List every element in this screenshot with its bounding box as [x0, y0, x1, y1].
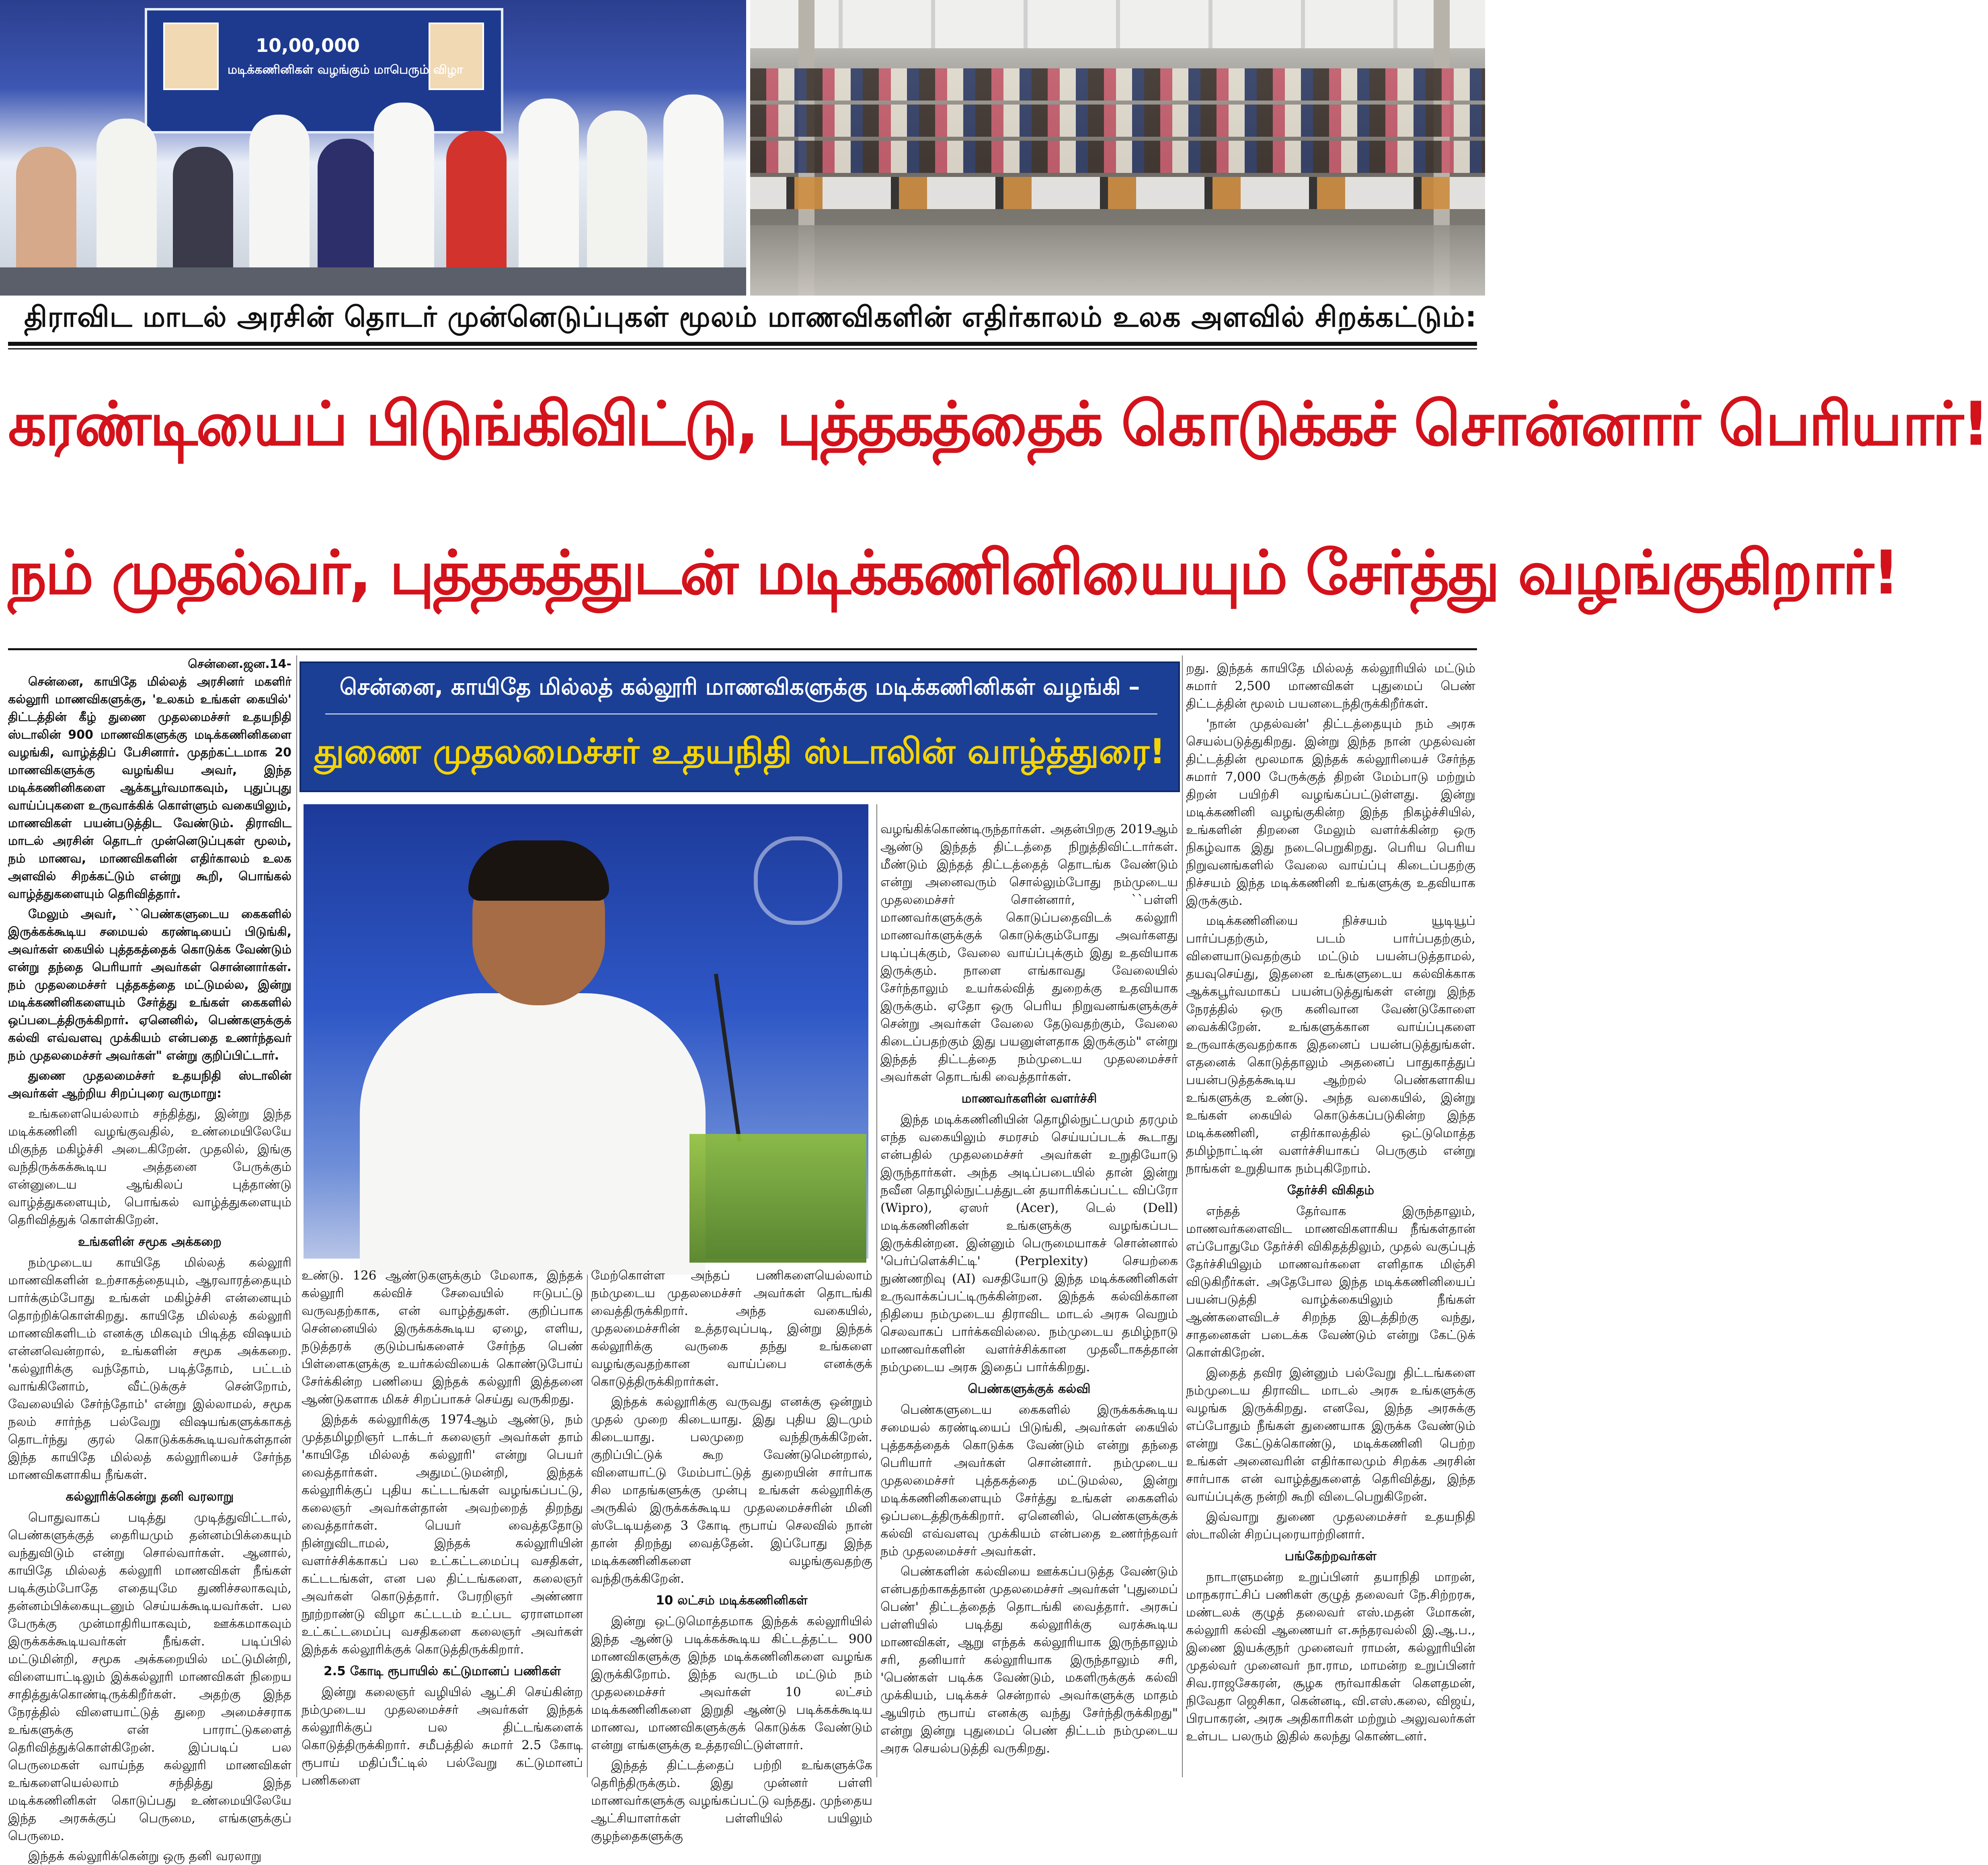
- front-row: [750, 177, 1485, 209]
- column-divider: [876, 804, 877, 1777]
- article-column-4: [880, 820, 1178, 1777]
- article-column-3: [591, 1267, 873, 1843]
- event-photo-audience: [750, 0, 1485, 296]
- article-paragraph: எந்தத் தேர்வாக இருந்தாலும், மாணவர்களைவிட மாணவிகளாகிய நீங்கள்தான் எப்போதுமே தேர்ச்சி விகிதத்திலும், முதல் வகுப்புத் தேர்ச்சியிலும் மாணவர்களை எளிதாக மிஞ்சி விடுகிறீர்கள். அதேபோல இந்த மடிக்கணினியைப் பயன்படுத்தி வாழ்க்கையிலும் நீங்கள் ஆண்களைவிடச் சிறந்த இடத்திற்கு வந்து, சாதனைகள் படைக்க வேண்டும் என்று கேட்டுக் கொள்கிறேன்.: [1186, 1204, 1475, 1360]
- crowd-row: [750, 105, 1485, 137]
- divider: [8, 348, 1477, 349]
- column-divider: [1182, 655, 1183, 1777]
- crowd-row: [750, 141, 1485, 173]
- section-subheading: 10 லட்சம் மடிக்கணினிகள்: [656, 1593, 808, 1608]
- article-paragraph: பெண்களின் கல்வியை ஊக்கப்படுத்த வேண்டும் என்பதற்காகத்தான் முதலமைச்சர் அவர்கள் 'புதுமைப் பெண்' திட்டத்தைத் தொடங்கி வைத்தார். அரசுப் பள்ளியில் படித்து கல்லூரிக்கு வரக்கூடிய மாணவிகள், ஆறு எந்தக் கல்லூரியாக இருந்தாலும் சரி, தனியார் கல்லூரியாக இருந்தாலும் சரி, 'பெண்கள் படிக்க வேண்டும், மகளிருக்குக் கல்வி முக்கியம், படிக்கச் சென்றால் அவர்களுக்கு மாதம் ஆயிரம் ரூபாய் எனக்கு வந்து சேர்ந்திருக்கிறது" என்று இன்று புதுமைப் பெண் திட்டம் நம்முடைய அரசு செயல்படுத்தி வருகிறது.: [880, 1564, 1178, 1756]
- article-paragraph: றது. இந்தக் காயிதே மில்லத் கல்லூரியில் மட்டும் சுமார் 2,500 மாணவிகள் புதுமைப் பெண் திட்டத்தின் மூலம் பயனடைந்திருக்கிறீர்கள்.: [1186, 661, 1475, 711]
- article-paragraph: மடிக்கணினியை நிச்சயம் யூடியூப் பார்ப்பதற்கும், படம் பார்ப்பதற்கும், விளையாடுவதற்கும் மட்டும் பயன்படுத்தாமல், தயவுசெய்து, இதனை உங்களுடைய கல்விக்காக ஆக்கபூர்வமாகப் பயன்படுத்துங்கள் என்று இந்த நேரத்தில் ஒரு கனிவான வேண்டுகோளை வைக்கிறேன். உங்களுக்கான வாய்ப்புகளை உருவாக்குவதற்காக இதனைப் பயன்படுத்துங்கள். எதனைக் கொடுத்தாலும் அதனைப் பாதுகாத்துப் பயன்படுத்தக்கூடிய ஆற்றல் பெண்களாகிய உங்களுக்கு உண்டு. அந்த வகையில், இன்று உங்கள் கையில் கொடுக்கப்படுகின்ற இந்த மடிக்கணினி, எதிர்காலத்தில் ஒட்டுமொத்த தமிழ்நாட்டின் வளர்ச்சியாகப் பெருகும் என்று நாங்கள் உறுதியாக நம்புகிறோம்.: [1186, 914, 1475, 1176]
- floor: [750, 225, 1485, 296]
- article-paragraph: மேலும் அவர், ``பெண்களுடைய கைகளில் இருக்கக்கூடிய சமையல் கரண்டியைப் பிடுங்கி, அவர்கள் கையில் புத்தகத்தைக் கொடுக்க வேண்டும் என்று தந்தை பெரியார் அவர்கள் சொன்னார்கள். நம் முதலமைச்சர் புத்தகத்தை மட்டுமல்ல, இன்று மடிக்கணினிகளையும் சேர்த்து உங்கள் கைகளில் ஒப்படைத்திருக்கிறார். ஏனெனில், பெண்களுக்குக் கல்வி எவ்வளவு முக்கியம் என்பதை உணர்ந்தவர் நம் முதலமைச்சர் அவர்கள்" என்று குறிப்பிட்டார்.: [8, 907, 291, 1063]
- podium: [689, 1134, 866, 1263]
- banner-caption: மடிக்கணினிகள் வழங்கும் மாபெரும் விழா: [228, 63, 463, 77]
- section-subheading: 2.5 கோடி ரூபாயில் கட்டுமானப் பணிகள்: [323, 1664, 561, 1678]
- banner-number: 10,00,000: [256, 35, 360, 56]
- article-paragraph: 'நான் முதல்வன்' திட்டத்தையும் நம் அரசு செயல்படுத்துகிறது. இன்று இந்த நான் முதல்வன் திட்டத்தின் மூலமாக இந்தக் கல்லூரியைச் சேர்ந்த சுமார் 7,000 பேருக்குத் திறன் மேம்பாடு மற்றும் திறன் பயிற்சி வழங்கப்பட்டுள்ளது. இன்று மடிக்கணினி வழங்குகின்ற இந்த நிகழ்ச்சியில், உங்களின் திறனை மேலும் வளர்க்கின்ற ஒரு நிகழ்வாக இது நடைபெறுகிறது. பெரிய பெரிய நிறுவனங்களில் வேலை வாய்ப்பு கிடைப்பதற்கு நிச்சயம் இந்த மடிக்கணினி உங்களுக்கு உதவியாக இருக்கும்.: [1186, 717, 1475, 908]
- event-photo-stage: [0, 0, 746, 296]
- portrait-image: [429, 23, 484, 90]
- main-headline-line-2: நம் முதல்வர், புத்தகத்துடன் மடிக்கணினியையும் சேர்த்து வழங்குகிறார்!: [8, 538, 1898, 608]
- article-paragraph: உங்களையெல்லாம் சந்தித்து, இன்று இந்த மடிக்கணினி வழங்குவதில், உண்மையிலேயே மிகுந்த மகிழ்ச்சி அடைகிறேன். முதலில், இங்கு வந்திருக்கக்கூடிய அத்தனை பேருக்கும் என்னுடைய ஆங்கிலப் புத்தாண்டு வாழ்த்துகளையும், பொங்கல் வாழ்த்துகளையும் தெரிவித்துக் கொள்கிறேன்.: [8, 1107, 291, 1227]
- speaker-shirt: [360, 993, 706, 1275]
- section-subheading: பெண்களுக்குக் கல்வி: [968, 1382, 1091, 1396]
- article-paragraph: பெண்களுடைய கைகளில் இருக்கக்கூடிய சமையல் கரண்டியைப் பிடுங்கி, அவர்கள் கையில் புத்தகத்தைக் கொடுக்க வேண்டும் என்று தந்தை பெரியார் அவர்கள் சொன்னார். நம்முடைய முதலமைச்சர் புத்தகத்தை மட்டுமல்ல, இன்று மடிக்கணினிகளையும் சேர்த்து உங்கள் கைகளில் ஒப்படைத்திருக்கிறார். ஏனெனில், பெண்களுக்குக் கல்வி எவ்வளவு முக்கியம் என்பதை உணர்ந்தவர் நம் முதலமைச்சர் அவர்கள்.: [880, 1403, 1178, 1559]
- column-divider: [296, 655, 297, 1777]
- subheadline-box: [300, 661, 1180, 792]
- article-paragraph: நம்முடைய காயிதே மில்லத் கல்லூரி மாணவிகளின் உற்சாகத்தையும், ஆரவாரத்தையும் பார்க்கும்போது உங்கள் மகிழ்ச்சி என்னையும் தொற்றிக்கொள்கிறது. காயிதே மில்லத் கல்லூரி மாணவிகளிடம் எனக்கு மிகவும் பிடித்த விஷயம் என்னவென்றால், உங்களின் சமூக அக்கறை. 'கல்லூரிக்கு வந்தோம், படித்தோம், பட்டம் வாங்கினோம், வீட்டுக்குச் சென்றோம், வேலையில் சேர்ந்தோம்' என்று இல்லாமல், சமூக நலம் சார்ந்த பல்வேறு விஷயங்களுக்காகத் தொடர்ந்து குரல் கொடுக்கக்கூடியவர்கள்தான் இந்த காயிதே மில்லத் கல்லூரியைச் சேர்ந்த மாணவிகளாகிய நீங்கள்.: [8, 1255, 291, 1482]
- article-paragraph: இந்தக் கல்லூரிக்கென்று ஒரு தனி வரலாறு: [28, 1849, 262, 1863]
- tent-roof: [750, 0, 1485, 48]
- article-paragraph: வழங்கிக்கொண்டிருந்தார்கள். அதன்பிறகு 2019ஆம் ஆண்டு இந்தத் திட்டத்தை நிறுத்திவிட்டார்கள். மீண்டும் இந்தத் திட்டத்தைத் தொடங்க வேண்டும் என்று அனைவரும் சொல்லும்போது நம்முடைய முதலமைச்சர் சொன்னார், ``பள்ளி மாணவர்களுக்குக் கொடுப்பதைவிடக் கல்லூரி மாணவர்களுக்குக் கொடுக்கும்போது அவர்களது படிப்புக்கும், வேலை வாய்ப்புக்கும் இது உதவியாக இருக்கும். நாளை எங்காவது வேலையில் சேர்ந்தாலும் உயர்கல்வித் துறைக்கு உதவியாக இருக்கும். ஏதோ ஒரு பெரிய நிறுவனங்களுக்குச் சென்று அவர்கள் வேலை தேடுவதற்கும், வேலை கிடைப்பதற்கும் இது பயனுள்ளதாக இருக்கும்" என்று இந்தத் திட்டத்தை நம்முடைய முதலமைச்சர் அவர்கள் தொடங்கி வைத்தார்கள்.: [880, 822, 1178, 1084]
- divider: [8, 648, 1477, 650]
- person-figure: [663, 94, 724, 279]
- article-column-5: [1186, 659, 1475, 1781]
- article-paragraph: இவ்வாறு துணை முதலமைச்சர் உதயநிதி ஸ்டாலின் சிறப்புரையாற்றினார்.: [1186, 1510, 1475, 1542]
- divider: [8, 342, 1477, 346]
- article-paragraph: துணை முதலமைச்சர் உதயநிதி ஸ்டாலின் அவர்கள் ஆற்றிய சிறப்புரை வருமாறு:: [8, 1069, 291, 1101]
- speaker-hair: [468, 840, 609, 901]
- column-divider: [587, 1267, 588, 1777]
- crowd-row: [750, 68, 1485, 101]
- person-figure: [173, 147, 233, 279]
- person-figure: [519, 99, 579, 279]
- lede-paragraph: சென்னை, காயிதே மில்லத் அரசினர் மகளிர் கல்லூரி மாணவிகளுக்கு, 'உலகம் உங்கள் கையில்' திட்டத்தின் கீழ் துணை முதலமைச்சர் உதயநிதி ஸ்டாலின் 900 மாணவிகளுக்கு மடிக்கணினிகளை வழங்கி, வாழ்த்திப் பேசினார். முதற்கட்டமாக 20 மாணவிகளுக்கு வழங்கிய அவர், இந்த மடிக்கணினிகளை ஆக்கபூர்வமாகவும், புதுப்புது வாய்ப்புகளை உருவாக்கிக் கொள்ளும் வகையிலும், மாணவிகள் பயன்படுத்திட வேண்டும். திராவிட மாடல் அரசின் தொடர் முன்னெடுப்புகள் மூலம், நம் மாணவ, மாணவிகளின் எதிர்காலம் உலக அளவில் சிறக்கட்டும் என்று கூறி, பொங்கல் வாழ்த்துகளையும் தெரிவித்தார்.: [8, 675, 291, 901]
- section-subheading: கல்லூரிக்கென்று தனி வரலாறு: [66, 1489, 234, 1504]
- article-paragraph: நாடாளுமன்ற உறுப்பினர் தயாநிதி மாறன், மாநகராட்சிப் பணிகள் குழுத் தலைவர் நே.சிற்றரசு, மண்டலக் குழுத் தலைவர் எஸ்.மதன் மோகன், கல்லூரி கல்வி ஆணையர் எ.சுந்தரவல்லி இ.ஆ.ப., இணை இயக்குநர் முனைவர் ராமன், கல்லூரியின் முதல்வர் முனைவர் நா.ராம, மாமன்ற உறுப்பினர் சிவ.ராஜசேகரன், சூழக ரூர்வாகிகள் கௌதமன், நிவேதா ஜெசிகா, கென்னடி, வி.எஸ்.கலை, விஜய், பிரபாகரன், அரசு அதிகாரிகள் மற்றும் அலுவலர்கள் உள்பட பலரும் இதில் கலந்து கொண்டனர்.: [1186, 1570, 1475, 1744]
- subheadline-line-1: சென்னை, காயிதே மில்லத் கல்லூரி மாணவிகளுக்கு மடிக்கணினிகள் வழங்கி –: [339, 674, 1140, 700]
- microphone: [714, 974, 741, 1141]
- article-paragraph: பொதுவாகப் படித்து முடித்துவிட்டால், பெண்களுக்குத் தைரியமும் தன்னம்பிக்கையும் வந்துவிடும் என்று சொல்வார்கள். ஆனால், காயிதே மில்லத் கல்லூரி மாணவிகள் நீங்கள் படிக்கும்போதே எதையுமே துணிச்சலாகவும், தன்னம்பிக்கையுடனும் செய்யக்கூடியவர்கள். பல பேருக்கு முன்மாதிரியாகவும், ஊக்கமாகவும் இருக்கக்கூடியவர்கள் நீங்கள். படிப்பில் மட்டுமின்றி, சமூக அக்கறையில் மட்டுமின்றி, விளையாட்டிலும் இக்கல்லூரி மாணவிகள் நிறைய சாதித்துக்கொண்டிருக்கிறீர்கள். அதற்கு இந்த நேரத்தில் விளையாட்டுத் துறை அமைச்சராக உங்களுக்கு என் பாராட்டுகளைத் தெரிவித்துக்கொள்கிறேன். இப்படிப் பல பெருமைகள் வாய்ந்த கல்லூரி மாணவிகள் உங்களையெல்லாம் சந்தித்து இந்த மடிக்கணினிகள் கொடுப்பது உண்மையிலேயே இந்த அரசுக்குப் பெருமை, எங்களுக்குப் பெருமை.: [8, 1510, 291, 1843]
- section-subheading: பங்கேற்றவர்கள்: [1285, 1549, 1377, 1563]
- backdrop-logo: [754, 836, 842, 925]
- person-figure: [318, 139, 378, 279]
- dateline: சென்னை.ஜன.14-: [188, 657, 291, 671]
- section-subheading: உங்களின் சமூக அக்கறை: [78, 1234, 222, 1249]
- article-paragraph: உண்டு. 126 ஆண்டுகளுக்கும் மேலாக, இந்தக் கல்லூரி கல்விச் சேவையில் ஈடுபட்டு வருவதற்காக, என் வாழ்த்துகள். குறிப்பாக சென்னையில் இருக்கக்கூடிய ஏழை, எளிய, நடுத்தரக் குடும்பங்களைச் சேர்ந்த பெண் பிள்ளைகளுக்கு உயர்கல்வியைக் கொண்டுபோய் சேர்க்கின்ற பணியை இந்தக் கல்லூரி இத்தனை ஆண்டுகளாக மிகச் சிறப்பாகச் செய்து வருகிறது.: [302, 1268, 583, 1407]
- article-paragraph: இந்தக் கல்லூரிக்கு 1974ஆம் ஆண்டு, நம் முத்தமிழறிஞர் டாக்டர் கலைஞர் அவர்கள் தாம் 'காயிதே மில்லத் கல்லூரி' என்று பெயர் வைத்தார்கள். அதுமட்டுமன்றி, இந்தக் கல்லூரிக்குப் புதிய கட்டடங்கள் வழங்கப்பட்டு, கலைஞர் அவர்கள்தான் அவற்றைத் திறந்து வைத்தார்கள். பெயர் வைத்ததோடு நின்றுவிடாமல், இந்தக் கல்லூரியின் வளர்ச்சிக்காகப் பல உட்கட்டமைப்பு வசதிகள், கட்டடங்கள், என பல திட்டங்களை, கலைஞர் அவர்கள் கொடுத்தார். பேரறிஞர் அண்ணா நூற்றாண்டு விழா கட்டடம் உட்பட ஏராளமான உட்கட்டமைப்பு வசதிகளை கலைஞர் அவர்கள் இந்தக் கல்லூரிக்குக் கொடுத்திருக்கிறார்.: [302, 1412, 583, 1657]
- divider: [325, 713, 1157, 715]
- subheadline-line-2: துணை முதலமைச்சர் உதயநிதி ஸ்டாலின் வாழ்த்துரை!: [314, 731, 1165, 772]
- article-paragraph: இந்தக் கல்லூரிக்கு வருவது எனக்கு ஒன்றும் முதல் முறை கிடையாது. இது புதிய இடமும் கிடையாது. பலமுறை வந்திருக்கிறேன். குறிப்பிட்டுக் கூற வேண்டுமென்றால், விளையாட்டு மேம்பாட்டுத் துறையின் சார்பாக சில மாதங்களுக்கு முன்பு உங்கள் கல்லூரிக்கு அருகில் இருக்கக்கூடிய முதலமைச்சரின் மினி ஸ்டேடியத்தை 3 கோடி ரூபாய் செலவில் நான் தான் திறந்து வைத்தேன். இப்போது இந்த மடிக்கணினிகளை வழங்குவதற்கு வந்திருக்கிறேன்.: [591, 1395, 872, 1586]
- article-column-1: [8, 655, 291, 1863]
- article-paragraph: இந்த மடிக்கணினியின் தொழில்நுட்பமும் தரமும் எந்த வகையிலும் சமரசம் செய்யப்படக் கூடாது என்பதில் முதலமைச்சர் அவர்கள் உறுதியோடு இருந்தார்கள். அந்த அடிப்படையில் தான் இன்று நவீன தொழில்நுட்பத்துடன் தயாரிக்கப்பட்ட விப்ரோ (Wipro), ஏஸர் (Acer), டெல் (Dell) மடிக்கணினிகள் உங்களுக்கு வழங்கப்பட இருக்கின்றன. இன்னும் பெருமையாகச் சொன்னால் 'பெர்ப்ளெக்சிட்டி' (Perplexity) செயற்கை நுண்ணறிவு (AI) வசதியோடு இந்த மடிக்கணினிகள் உருவாக்கப்பட்டிருக்கின்றன. இந்தக் கல்விக்கான நிதியை நம்முடைய திராவிட மாடல் அரசு வெறும் செலவாகப் பார்க்கவில்லை. நம்முடைய தமிழ்நாடு மாணவர்களின் வளர்ச்சிக்கான முதலீடாகத்தான் நம்முடைய அரசு இதைப் பார்க்கிறது.: [880, 1112, 1178, 1374]
- person-figure: [96, 119, 157, 279]
- person-figure: [446, 131, 507, 279]
- person-figure: [249, 115, 310, 279]
- article-column-2: [302, 1267, 583, 1788]
- stage-floor: [0, 267, 746, 296]
- kicker-headline: திராவிட மாடல் அரசின் தொடர் முன்னெடுப்புகள் மூலம் மாணவிகளின் எதிர்காலம் உலக அளவில் சிறக்கட்டும்:: [24, 300, 1477, 333]
- person-figure: [374, 103, 434, 279]
- article-paragraph: இன்று ஒட்டுமொத்தமாக இந்தக் கல்லூரியில் இந்த ஆண்டு படிக்கக்கூடிய கிட்டத்தட்ட 900 மாணவிகளுக்கு இந்த மடிக்கணினிகளை வழங்க இருக்கிறோம். இந்த வருடம் மட்டும் நம் முதலமைச்சர் அவர்கள் 10 லட்சம் மடிக்கணினிகளை இறுதி ஆண்டு படிக்கக்கூடிய மாணவ, மாணவிகளுக்குக் கொடுக்க வேண்டும் என்று எங்களுக்கு உத்தரவிட்டுள்ளார்.: [591, 1614, 872, 1752]
- person-figure: [587, 111, 647, 279]
- portrait-image: [163, 23, 219, 90]
- event-banner: [145, 8, 503, 134]
- speaker-photo: [304, 804, 868, 1259]
- article-paragraph: மேற்கொள்ள அந்தப் பணிகளையெல்லாம் நம்முடைய முதலமைச்சர் அவர்கள் தொடங்கி வைத்திருக்கிறார். அந்த வகையில், முதலமைச்சரின் உத்தரவுப்படி, இன்று இந்தக் கல்லூரிக்கு வருகை தந்து உங்களை வழங்குவதற்கான வாய்ப்பை எனக்குக் கொடுத்திருக்கிறார்கள்.: [591, 1268, 872, 1389]
- article-paragraph: இதைத் தவிர இன்னும் பல்வேறு திட்டங்களை நம்முடைய திராவிட மாடல் அரசு உங்களுக்கு வழங்க இருக்கிறது. எனவே, இந்த அரசுக்கு எப்போதும் நீங்கள் துணையாக இருக்க வேண்டும் என்று கேட்டுக்கொண்டு, மடிக்கணினி பெற்ற உங்கள் அனைவரின் எதிர்காலமும் சிறக்க அரசின் சார்பாக என் வாழ்த்துகளைத் தெரிவித்து, இந்த வாய்ப்புக்கு நன்றி கூறி விடைபெறுகிறேன்.: [1186, 1366, 1475, 1504]
- article-paragraph: இந்தத் திட்டத்தைப் பற்றி உங்களுக்கே தெரிந்திருக்கும். இது முன்னர் பள்ளி மாணவர்களுக்கு வழங்கப்பட்டு வந்தது. முந்தைய ஆட்சியாளர்கள் பள்ளியில் பயிலும் குழந்தைகளுக்கு: [591, 1758, 873, 1843]
- section-subheading: மாணவர்களின் வளர்ச்சி: [961, 1091, 1097, 1106]
- main-headline-line-1: கரண்டியைப் பிடுங்கிவிட்டு, புத்தகத்தைக் கொடுக்கச் சொன்னார் பெரியார்!: [8, 389, 1988, 459]
- section-subheading: தேர்ச்சி விகிதம்: [1287, 1183, 1375, 1197]
- article-paragraph: இன்று கலைஞர் வழியில் ஆட்சி செய்கின்ற நம்முடைய முதலமைச்சர் அவர்கள் இந்தக் கல்லூரிக்குப் பல திட்டங்களைக் கொடுத்திருக்கிறார். சமீபத்தில் சுமார் 2.5 கோடி ரூபாய் மதிப்பீட்டில் பல்வேறு கட்டுமானப் பணிகளை: [302, 1685, 583, 1788]
- person-figure: [16, 147, 76, 279]
